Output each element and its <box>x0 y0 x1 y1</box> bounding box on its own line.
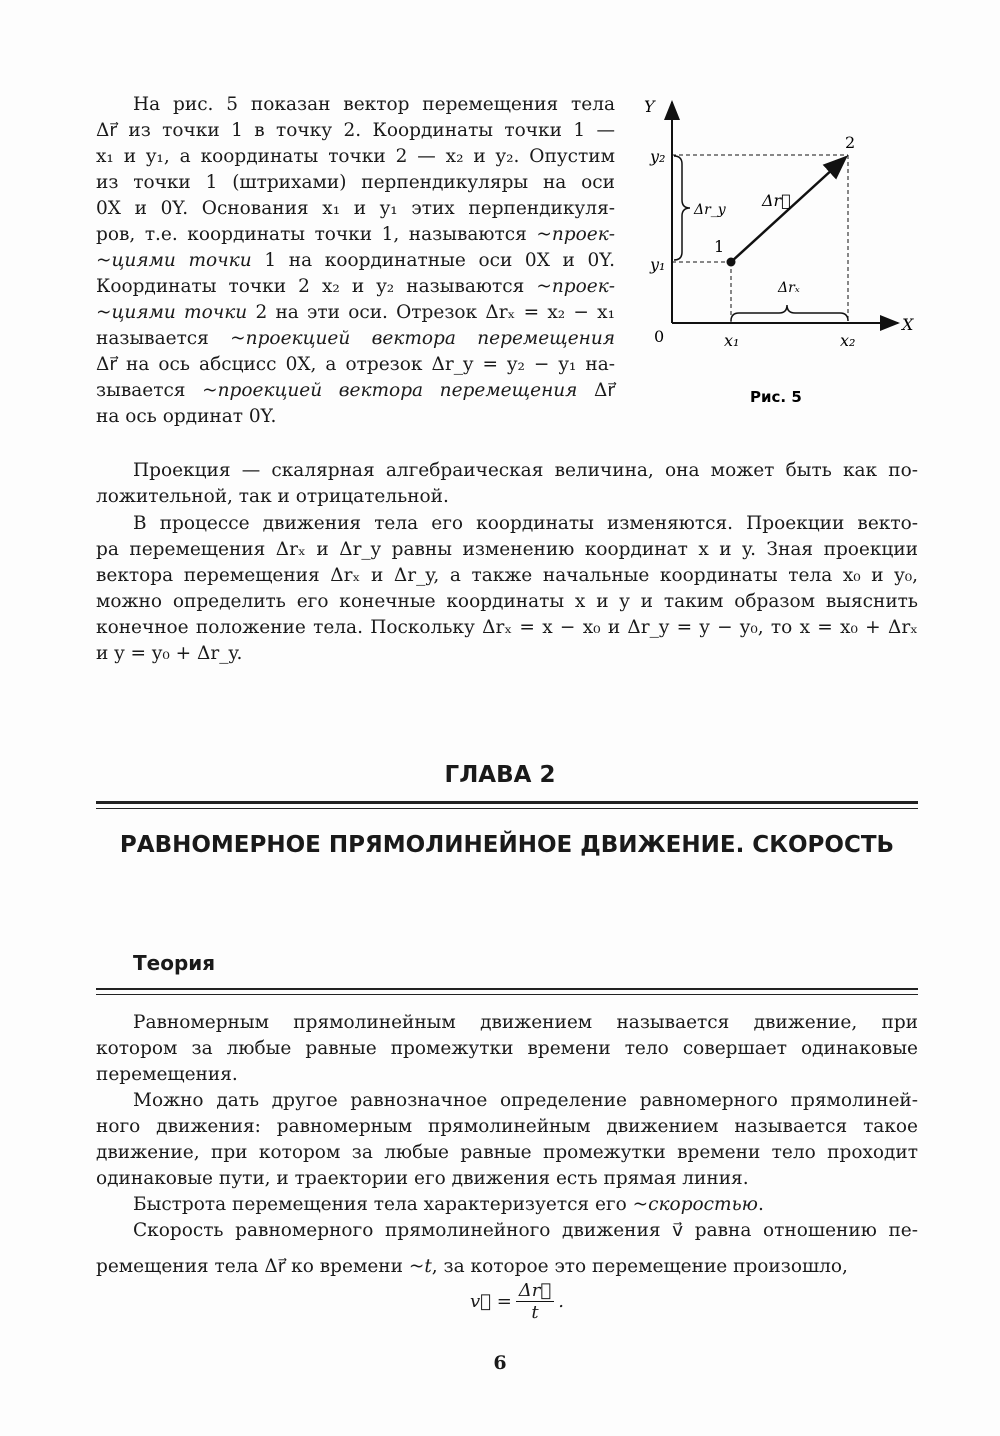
text-line <box>96 589 918 615</box>
text-segment: ~проекцией вектора перемещения <box>230 328 615 349</box>
point-1-label: 1 <box>714 237 725 256</box>
y2-label: y₂ <box>650 147 666 166</box>
x2-label: x₂ <box>840 331 856 350</box>
text-segment: можно определить его конечные координаты x и y и таким образом выяснить <box>96 591 918 612</box>
theory-paragraph <box>96 1010 918 1280</box>
text-segment: на ось ординат 0Y. <box>96 406 277 427</box>
text-segment: движение, при котором за любые равные промежутки времени тело проходит <box>96 1142 918 1163</box>
divider <box>96 801 918 804</box>
text-line <box>96 196 615 222</box>
text-segment: , за которое это перемещение произошло, <box>431 1256 848 1277</box>
chapter-label: ГЛАВА 2 <box>444 762 556 788</box>
text-segment: котором за любые равные промежутки времени тело совершает одинаковые <box>96 1038 918 1059</box>
divider <box>96 988 918 990</box>
x1-label: x₁ <box>724 331 740 350</box>
origin-label: 0 <box>654 327 665 346</box>
text-segment: конечное положение тела. Поскольку Δrₓ = x − x₀ и Δr_y = y − y₀, то x = x₀ + Δrₓ <box>96 617 918 638</box>
text-line <box>96 300 615 326</box>
section-title: Теория <box>133 951 216 975</box>
text-segment: вектора перемещения Δrₓ и Δr_y, а также начальные координаты тела x₀ и y₀, <box>96 565 918 586</box>
text-segment: x₁ и y₁, а координаты точки 2 — x₂ и y₂. Опустим <box>96 146 615 167</box>
text-segment: и y = y₀ + Δr_y. <box>96 643 243 664</box>
text-line <box>96 1254 918 1280</box>
text-line <box>96 404 615 430</box>
chapter-title: РАВНОМЕРНОЕ ПРЯМОЛИНЕЙНОЕ ДВИЖЕНИЕ. СКОРОСТЬ <box>119 832 895 858</box>
x-axis-label: X <box>902 315 914 334</box>
text-segment: ~проекцией вектора перемещения <box>202 380 578 401</box>
text-line <box>96 1010 918 1036</box>
intro-paragraph <box>96 92 615 430</box>
text-line <box>96 326 615 352</box>
text-line <box>96 92 615 118</box>
text-line <box>96 1192 918 1218</box>
text-segment: одинаковые пути, и траектории его движения есть прямая линия. <box>96 1168 749 1189</box>
text-line <box>96 484 918 510</box>
text-segment: Равномерным прямолинейным движением называется движение, при <box>133 1012 918 1033</box>
text-segment: ~циями точки <box>96 250 252 271</box>
text-segment: В процессе движения тела его координаты изменяются. Проекции векто- <box>133 513 918 534</box>
text-line <box>96 118 615 144</box>
text-segment: Скорость равномерного прямолинейного движения v⃗ равна отношению пе- <box>133 1220 918 1241</box>
point-2-label: 2 <box>845 133 856 152</box>
text-line <box>96 1166 918 1192</box>
text-line <box>96 615 918 641</box>
text-segment: Δr⃗ на ось абсцисс 0X, а отрезок Δr_y = y₂ − y₁ на- <box>96 354 615 375</box>
text-line <box>96 248 615 274</box>
formula-end: . <box>558 1291 564 1312</box>
text-line <box>96 537 918 563</box>
text-line <box>96 1218 918 1244</box>
y-brace <box>674 156 690 260</box>
text-line <box>96 641 918 667</box>
text-line <box>96 511 918 537</box>
text-segment: Проекция — скалярная алгебраическая величина, она может быть как по- <box>133 460 918 481</box>
x-brace <box>731 305 848 321</box>
y1-label: y₁ <box>650 255 666 274</box>
text-segment: На рис. 5 показан вектор перемещения тела <box>133 94 615 115</box>
text-line <box>96 1114 918 1140</box>
text-segment: Δr⃗ <box>577 380 615 401</box>
text-line <box>96 563 918 589</box>
figure-caption: Рис. 5 <box>750 388 802 406</box>
text-segment: перемещения. <box>96 1064 238 1085</box>
coordinates-paragraph <box>96 511 918 667</box>
text-segment: Δr⃗ из точки 1 в точку 2. Координаты точки 1 — <box>96 120 615 141</box>
text-line <box>96 1088 918 1114</box>
text-segment: ложительной, так и отрицательной. <box>96 486 449 507</box>
text-line <box>96 458 918 484</box>
text-segment: зывается <box>96 380 203 401</box>
text-segment: 2 на эти оси. Отрезок Δrₓ = x₂ − x₁ <box>247 302 615 323</box>
text-line <box>96 1062 918 1088</box>
text-segment: ~проек- <box>536 276 615 297</box>
text-segment: Координаты точки 2 x₂ и y₂ называются <box>96 276 537 297</box>
text-segment: ~скоростью <box>632 1194 758 1215</box>
text-segment: ного движения: равномерным прямолинейным движением называется такое <box>96 1116 918 1137</box>
text-segment: ~циями точки <box>96 302 248 323</box>
text-line <box>96 1140 918 1166</box>
text-segment: ремещения тела Δr⃗ ко времени <box>96 1256 409 1277</box>
point-1 <box>727 258 736 267</box>
velocity-formula <box>470 1280 564 1323</box>
text-segment: ров, т.е. координаты точки 1, называются <box>96 224 537 245</box>
page-number: 6 <box>493 1352 507 1374</box>
text-line <box>96 222 615 248</box>
formula-lhs: v⃗ = <box>470 1291 512 1312</box>
y-axis-label: Y <box>644 97 655 116</box>
text-line <box>96 170 615 196</box>
text-segment: ~проек- <box>536 224 615 245</box>
divider <box>96 808 918 809</box>
drx-label: Δrₓ <box>778 280 800 296</box>
formula-numerator: Δr⃗ <box>516 1280 554 1302</box>
text-line <box>96 1036 918 1062</box>
text-line <box>96 274 615 300</box>
text-segment: из точки 1 (штрихами) перпендикуляры на оси <box>96 172 615 193</box>
figure-5 <box>630 90 930 410</box>
dry-label: Δr_y <box>694 202 726 218</box>
text-segment: 1 на координатные оси 0X и 0Y. <box>251 250 616 271</box>
text-segment: называется <box>96 328 231 349</box>
text-segment: 0X и 0Y. Основания x₁ и y₁ этих перпендикуля- <box>96 198 615 219</box>
formula-denominator: t <box>531 1302 539 1323</box>
vector-label: Δr⃗ <box>762 191 791 210</box>
text-segment: Быстрота перемещения тела характеризуется его <box>133 1194 633 1215</box>
text-segment: ~t <box>408 1256 432 1277</box>
divider <box>96 994 918 995</box>
projection-paragraph <box>96 458 918 510</box>
text-line <box>96 144 615 170</box>
text-segment: . <box>757 1194 764 1215</box>
text-segment: Можно дать другое равнозначное определение равномерного прямолиней- <box>133 1090 918 1111</box>
text-line <box>96 352 615 378</box>
text-line <box>96 378 615 404</box>
text-segment: ра перемещения Δrₓ и Δr_y равны изменению координат x и y. Зная проекции <box>96 539 918 560</box>
